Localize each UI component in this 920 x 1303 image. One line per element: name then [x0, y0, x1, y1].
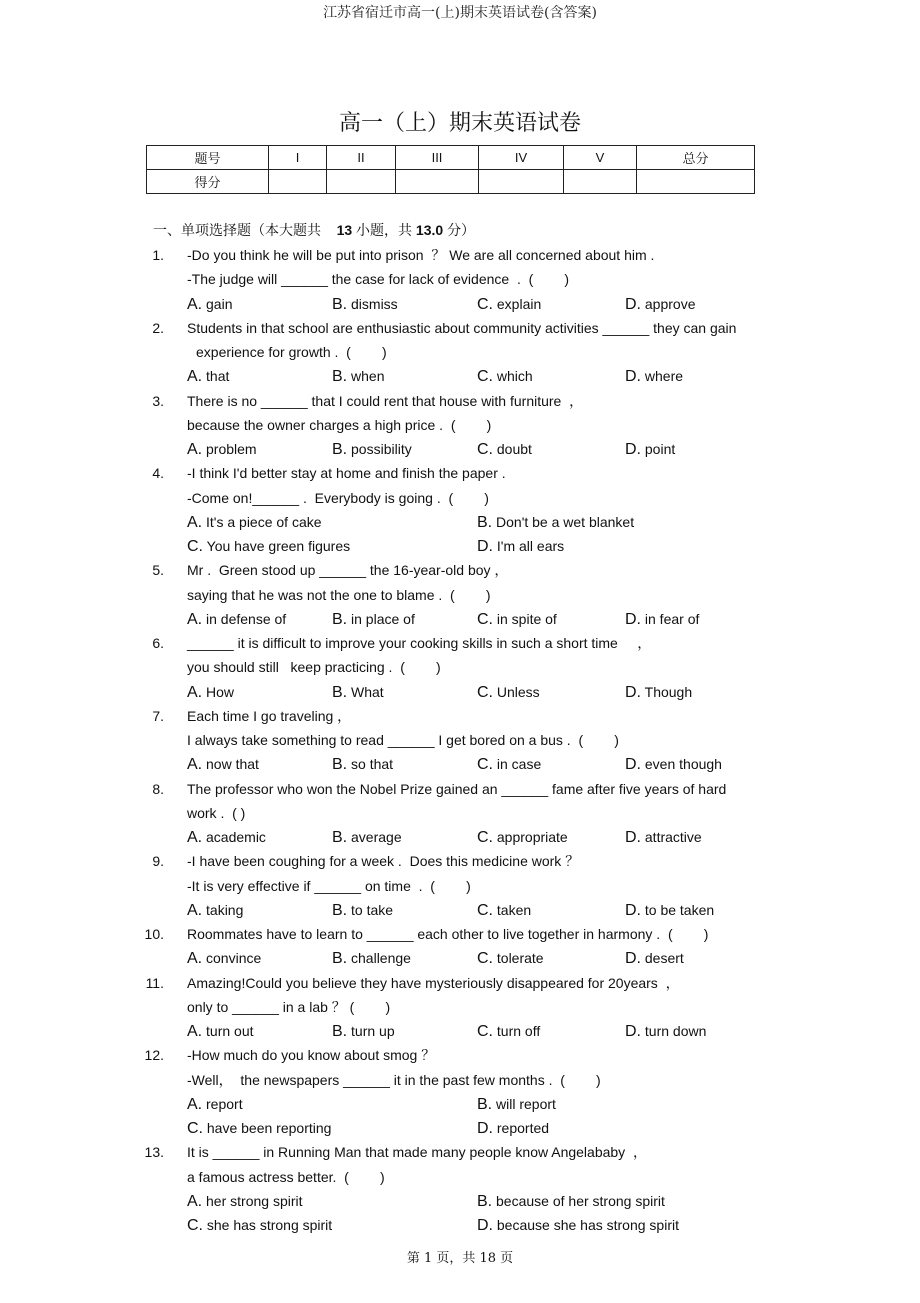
answer-option-c [477, 680, 540, 705]
option-text: taken [496, 901, 532, 918]
question-3 [0, 389, 920, 462]
option-text: dismiss [351, 295, 398, 312]
answer-option-a [187, 292, 232, 317]
options-row [0, 364, 920, 388]
question-4 [0, 461, 920, 558]
option-letter: D. [625, 683, 641, 701]
question-number: 8. [152, 780, 164, 797]
answer-option-d [625, 437, 675, 462]
option-text: approve [644, 295, 696, 312]
options-row [0, 607, 920, 631]
answer-option-b [332, 946, 411, 971]
option-letter: C. [477, 1023, 493, 1040]
option-text: Though [644, 683, 693, 700]
answer-option-d [625, 825, 702, 850]
answer-option-b [332, 364, 384, 389]
option-letter: C. [477, 901, 493, 919]
option-text: that [206, 368, 230, 385]
answer-option-b [332, 825, 402, 850]
question-line [0, 971, 920, 995]
question-line [0, 583, 920, 607]
question-line [0, 849, 920, 873]
question-text: saying that he was not the one to blame . ( ) [187, 586, 491, 603]
answer-option-c [477, 364, 533, 389]
question-2 [0, 316, 920, 389]
question-text: Mr . Green stood up ______ the 16-year-old boy ， [187, 562, 509, 579]
answer-option-a [187, 1092, 243, 1117]
option-letter: C. [477, 829, 493, 846]
option-text: because she has strong spirit [496, 1217, 679, 1233]
option-letter: B. [477, 513, 493, 531]
option-letter: C. [477, 295, 493, 313]
option-letter: A. [187, 368, 203, 386]
answer-option-a [187, 607, 286, 632]
option-letter: C. [477, 950, 493, 968]
question-text: only to ______ in a lab ？ ( ) [187, 998, 391, 1015]
question-line [0, 267, 920, 291]
options-row [0, 1189, 920, 1213]
question-text: -Do you think he will be put into prison ？ We are all concerned about him . [187, 247, 655, 263]
question-5 [0, 558, 920, 631]
answer-option-d [625, 946, 684, 971]
score-table-header-row [147, 146, 755, 170]
section-heading [153, 220, 475, 240]
option-text: report [206, 1095, 243, 1112]
question-line [0, 631, 920, 655]
option-letter: B. [332, 368, 348, 386]
option-text: in defense of [206, 610, 287, 627]
score-cell [479, 170, 564, 194]
score-header-cell: 总分 [637, 146, 755, 170]
answer-option-a [187, 364, 229, 389]
answer-option-d [477, 1116, 549, 1141]
answer-option-c [187, 1116, 331, 1141]
options-row [0, 292, 920, 316]
question-text: work . ( ) [187, 804, 246, 821]
score-header-cell: III [396, 146, 479, 170]
answer-option-b [332, 680, 384, 705]
option-letter: A. [187, 610, 203, 628]
answer-option-a [187, 437, 257, 462]
option-text: to take [351, 901, 394, 918]
option-text: now that [206, 756, 259, 773]
answer-option-b [477, 1189, 665, 1214]
question-13 [0, 1140, 920, 1237]
option-text: so that [351, 756, 394, 773]
option-letter: D. [625, 441, 641, 458]
option-letter: C. [187, 1120, 203, 1137]
answer-option-c [477, 898, 531, 923]
option-text: because of her strong spirit [496, 1192, 665, 1209]
answer-option-d [625, 680, 692, 705]
option-letter: D. [477, 538, 493, 555]
option-text: desert [644, 950, 684, 967]
option-text: doubt [496, 441, 532, 457]
question-10 [0, 922, 920, 971]
option-letter: A. [187, 513, 203, 531]
options-row [0, 825, 920, 849]
option-letter: B. [332, 829, 348, 846]
option-letter: A. [187, 901, 203, 919]
question-text: Amazing!Could you believe they have mysteriously disappeared for 20years ， [187, 974, 680, 991]
answer-option-d [625, 1019, 706, 1044]
question-line [0, 413, 920, 437]
option-letter: D. [477, 1217, 493, 1234]
options-row [0, 752, 920, 776]
option-text: convince [206, 950, 262, 967]
answer-option-c [477, 437, 532, 462]
question-text: The professor who won the Nobel Prize gained an ______ fame after five years of hard [187, 780, 727, 797]
option-text: gain [206, 295, 233, 312]
question-text: -It is very effective if ______ on time . ( ) [187, 877, 471, 894]
question-line [0, 243, 920, 267]
question-12 [0, 1043, 920, 1140]
option-letter: C. [187, 538, 203, 555]
options-row [0, 1019, 920, 1043]
answer-option-b [477, 510, 634, 535]
question-text: Each time I go traveling ， [187, 707, 352, 724]
page-title: 高一（上）期末英语试卷 [338, 111, 581, 136]
question-line [0, 558, 920, 582]
answer-option-c [477, 607, 557, 632]
question-text: There is no ______ that I could rent that house with furniture ， [187, 392, 584, 409]
answer-option-a [187, 1019, 254, 1044]
option-text: challenge [351, 950, 411, 967]
option-letter: B. [332, 756, 348, 774]
option-letter: B. [332, 950, 348, 968]
option-text: taking [206, 901, 244, 918]
option-letter: A. [187, 295, 203, 313]
answer-option-d [625, 898, 714, 923]
option-text: You have green figures [206, 538, 351, 554]
answer-option-d [625, 752, 722, 777]
option-text: in fear of [644, 610, 700, 627]
option-text: How [206, 683, 235, 700]
question-line [0, 728, 920, 752]
answer-option-d [477, 1213, 679, 1238]
option-letter: C. [477, 756, 493, 774]
options-row [0, 898, 920, 922]
option-text: Don't be a wet blanket [496, 513, 635, 530]
answer-option-a [187, 946, 261, 971]
option-text: appropriate [496, 829, 568, 845]
answer-option-a [187, 825, 266, 850]
option-text: which [496, 368, 533, 385]
option-text: turn off [496, 1023, 541, 1039]
question-text: experience for growth . ( ) [196, 344, 387, 360]
question-number: 4. [152, 465, 164, 482]
score-header-cell: I [269, 146, 327, 170]
question-line [0, 801, 920, 825]
option-text: in case [496, 756, 542, 773]
option-letter: B. [477, 1192, 493, 1210]
question-number: 11. [145, 974, 164, 991]
option-letter: D. [625, 1023, 641, 1040]
question-line [0, 922, 920, 946]
answer-option-b [332, 607, 415, 632]
section-points: 13.0 [415, 222, 444, 238]
answer-option-b [332, 752, 393, 777]
option-text: to be taken [644, 901, 715, 918]
option-letter: A. [187, 756, 203, 774]
answer-option-b [477, 1092, 556, 1117]
question-line [0, 461, 920, 485]
option-text: where [644, 368, 684, 385]
answer-option-c [187, 1213, 332, 1238]
question-text: I always take something to read ______ I get bored on a bus . ( ) [187, 732, 619, 748]
question-text: ______ it is difficult to improve your cooking skills in such a short time ， [187, 635, 652, 651]
answer-option-c [477, 825, 568, 850]
options-row [0, 1213, 920, 1237]
option-letter: B. [332, 683, 348, 701]
option-text: explain [496, 295, 542, 312]
option-text: even though [644, 756, 722, 773]
question-6 [0, 631, 920, 704]
answer-option-d [625, 364, 683, 389]
question-text: -I think I'd better stay at home and finish the paper . [187, 465, 506, 482]
score-header-cell: V [564, 146, 637, 170]
question-line [0, 340, 920, 364]
score-cell [564, 170, 637, 194]
option-letter: C. [187, 1217, 203, 1234]
option-text: problem [206, 441, 257, 457]
question-list [0, 243, 920, 1237]
option-letter: A. [187, 683, 203, 701]
option-letter: B. [332, 441, 348, 458]
option-letter: C. [477, 610, 493, 628]
answer-option-a [187, 898, 243, 923]
option-text: Unless [496, 683, 540, 700]
score-table [146, 145, 755, 194]
option-letter: A. [187, 441, 203, 458]
question-line [0, 1140, 920, 1164]
question-number: 7. [152, 707, 164, 724]
answer-option-c [477, 946, 544, 971]
answer-option-c [477, 292, 541, 317]
option-letter: C. [477, 368, 493, 386]
option-letter: B. [332, 610, 348, 628]
question-number: 2. [152, 319, 164, 336]
score-header-cell: 题号 [147, 146, 269, 170]
section-suffix: 分） [447, 222, 476, 238]
question-text: -I have been coughing for a week . Does this medicine work ？ [187, 853, 580, 870]
option-text: attractive [644, 829, 702, 845]
answer-option-c [477, 1019, 540, 1044]
answer-option-a [187, 680, 234, 705]
question-line [0, 316, 920, 340]
question-9 [0, 849, 920, 922]
option-text: tolerate [496, 950, 544, 967]
option-letter: D. [625, 295, 641, 313]
option-text: reported [496, 1120, 550, 1136]
score-header-cell: II [327, 146, 396, 170]
question-number: 6. [152, 635, 164, 651]
option-text: she has strong spirit [206, 1217, 333, 1233]
score-row-label: 得分 [147, 170, 269, 194]
answer-option-d [625, 607, 699, 632]
question-7 [0, 704, 920, 777]
option-letter: D. [625, 368, 641, 386]
section-mid: 小题，共 [356, 222, 413, 238]
options-row [0, 534, 920, 558]
section-prefix: 一、单项选择题（本大题共 [153, 222, 321, 238]
question-line [0, 655, 920, 679]
score-cell [269, 170, 327, 194]
question-text: Roommates have to learn to ______ each other to live together in harmony . ( ) [187, 926, 709, 942]
question-text: because the owner charges a high price . ( ) [187, 416, 492, 433]
option-text: What [351, 683, 384, 700]
option-letter: C. [477, 441, 493, 458]
answer-option-c [477, 752, 541, 777]
option-text: average [351, 829, 402, 845]
options-row [0, 510, 920, 534]
question-text: you should still keep practicing . ( ) [187, 659, 441, 676]
option-letter: B. [332, 1023, 348, 1040]
question-number: 9. [152, 853, 164, 870]
question-text: It is ______ in Running Man that made many people know Angelababy ， [187, 1144, 647, 1161]
question-text: Students in that school are enthusiastic about community activities ______ they can gain [187, 319, 737, 336]
answer-option-b [332, 1019, 395, 1044]
score-cell [396, 170, 479, 194]
option-text: turn down [644, 1023, 707, 1039]
question-line [0, 486, 920, 510]
question-line [0, 995, 920, 1019]
page-footer: 第 1 页，共 18 页 [406, 1251, 514, 1266]
option-text: point [644, 441, 676, 457]
section-count: 13 [336, 222, 353, 238]
question-number: 5. [152, 562, 164, 579]
answer-option-b [332, 437, 412, 462]
option-letter: D. [477, 1120, 493, 1137]
option-text: academic [206, 829, 266, 845]
option-letter: A. [187, 1095, 203, 1113]
question-8 [0, 777, 920, 850]
options-row [0, 1116, 920, 1140]
answer-option-b [332, 898, 393, 923]
option-text: in spite of [496, 610, 557, 627]
option-letter: A. [187, 829, 203, 846]
option-letter: D. [625, 610, 641, 628]
score-header-cell: IV [479, 146, 564, 170]
option-letter: C. [477, 683, 493, 701]
score-table-score-row [147, 170, 755, 194]
option-text: turn up [351, 1023, 395, 1039]
question-number: 3. [152, 392, 164, 409]
option-letter: A. [187, 1023, 203, 1040]
answer-option-d [477, 534, 564, 559]
question-line [0, 1043, 920, 1067]
answer-option-a [187, 510, 322, 535]
question-number: 13. [144, 1144, 164, 1161]
options-row [0, 946, 920, 970]
answer-option-b [332, 292, 398, 317]
score-cell [327, 170, 396, 194]
question-line [0, 777, 920, 801]
answer-option-d [625, 292, 695, 317]
option-letter: B. [332, 295, 348, 313]
question-line [0, 1068, 920, 1092]
option-letter: B. [332, 901, 348, 919]
option-letter: B. [477, 1095, 493, 1113]
option-text: will report [496, 1095, 556, 1112]
options-row [0, 680, 920, 704]
question-line [0, 389, 920, 413]
question-11 [0, 971, 920, 1044]
option-letter: D. [625, 950, 641, 968]
option-letter: D. [625, 756, 641, 774]
answer-option-c [187, 534, 350, 559]
question-line [0, 704, 920, 728]
option-letter: D. [625, 901, 641, 919]
option-text: her strong spirit [206, 1192, 303, 1209]
question-line [0, 874, 920, 898]
answer-option-a [187, 1189, 303, 1214]
question-number: 12. [144, 1047, 164, 1064]
score-cell [637, 170, 755, 194]
answer-option-a [187, 752, 259, 777]
question-text: -Well， the newspapers ______ it in the past few months . ( ) [187, 1071, 601, 1088]
question-line [0, 1165, 920, 1189]
option-text: It's a piece of cake [206, 513, 322, 530]
question-text: -How much do you know about smog ？ [187, 1047, 436, 1064]
option-text: possibility [351, 441, 412, 457]
question-text: -Come on!______ . Everybody is going . ( ) [187, 489, 489, 506]
option-letter: D. [625, 829, 641, 846]
option-text: turn out [206, 1023, 254, 1039]
options-row [0, 1092, 920, 1116]
question-number: 1. [152, 247, 164, 263]
option-text: when [351, 368, 385, 385]
options-row [0, 437, 920, 461]
option-text: have been reporting [206, 1120, 332, 1136]
question-text: -The judge will ______ the case for lack of evidence . ( ) [187, 271, 570, 288]
option-letter: A. [187, 950, 203, 968]
question-number: 10. [144, 926, 164, 942]
running-header: 江苏省宿迁市高一(上)期末英语试卷(含答案) [323, 5, 597, 21]
option-text: I'm all ears [496, 538, 565, 554]
option-text: in place of [351, 610, 415, 627]
question-1 [0, 243, 920, 316]
question-text: a famous actress better. ( ) [187, 1168, 385, 1185]
option-letter: A. [187, 1192, 203, 1210]
